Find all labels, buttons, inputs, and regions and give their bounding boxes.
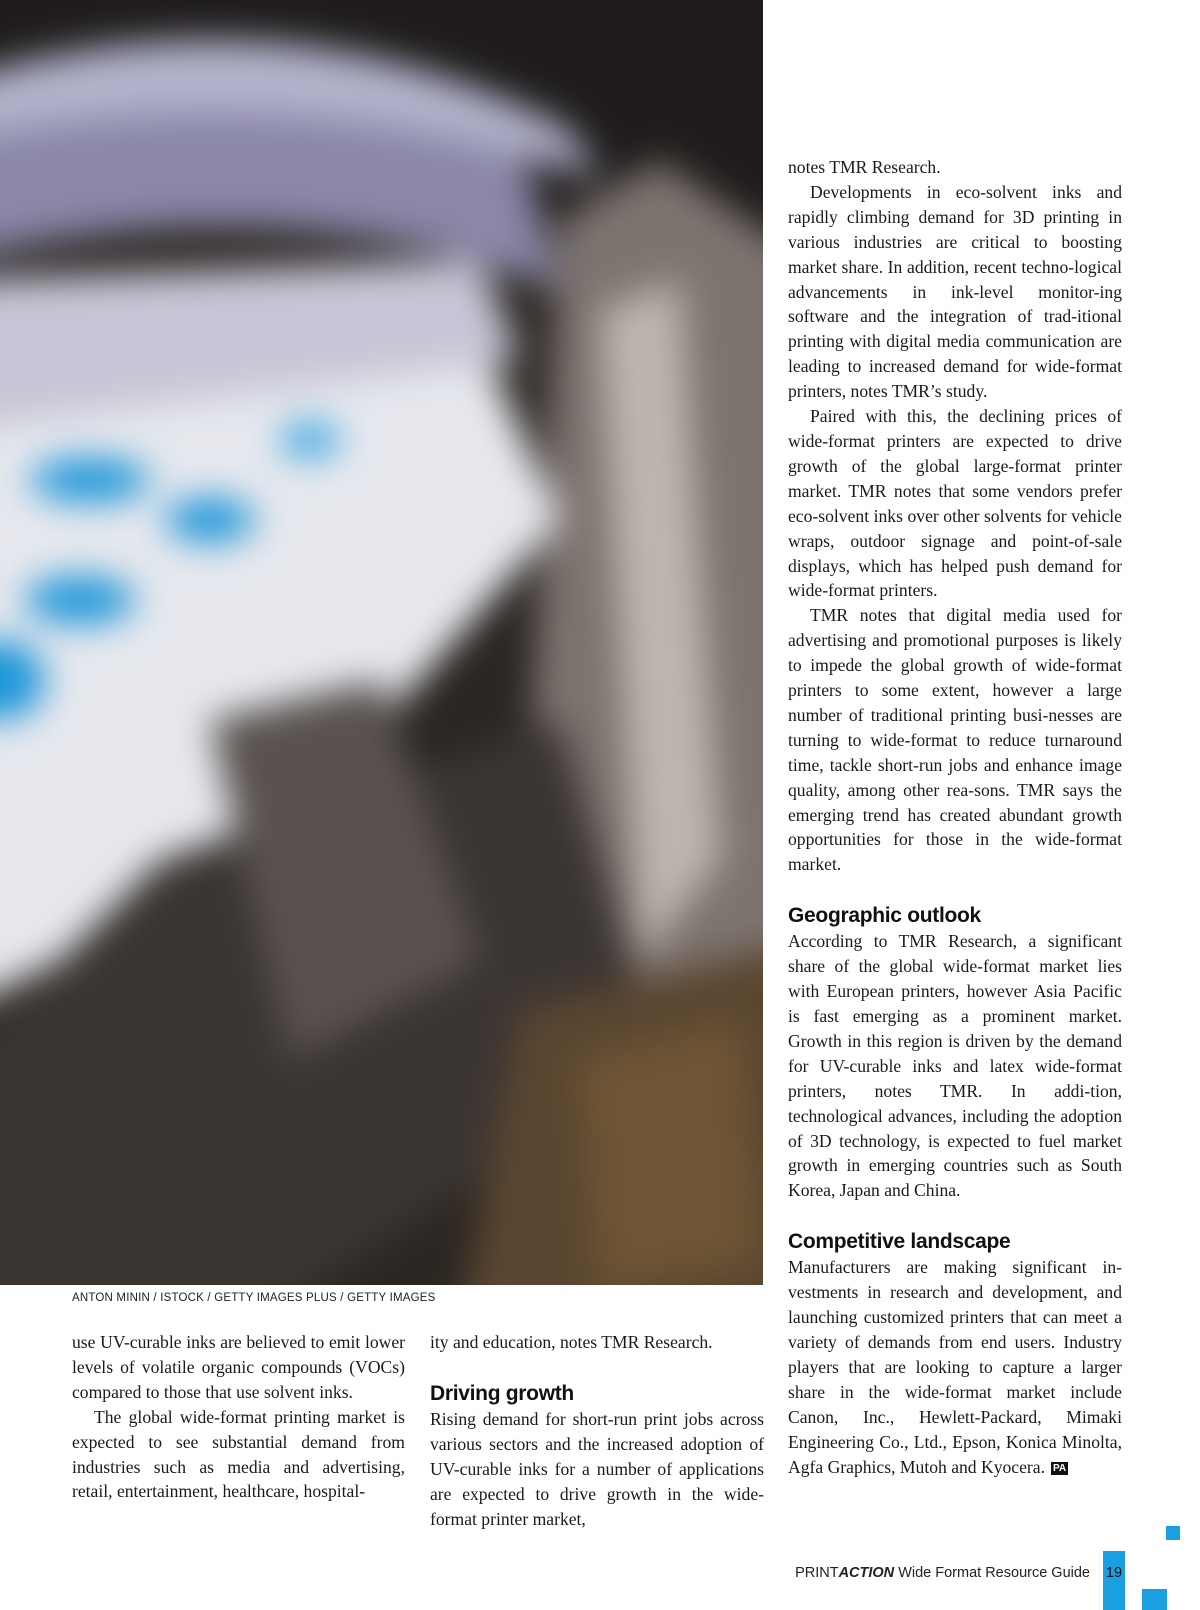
footer-brand-print: PRINT: [795, 1565, 839, 1581]
section-heading-competitive-landscape: Competitive landscape: [788, 1230, 1011, 1254]
paragraph-text: Manufacturers are making significant in-vestments in research and development, and launching customized printers that can meet a variety of demands from end users. Industry players that are looking to capture a larger share in the wide-format market include Canon, Inc., Hewlett-Packard, Mimaki Engineering Co., Ltd., Epson, Konica Minolta, Agfa Graphics, Mutoh and Kyocera.: [788, 1257, 1122, 1477]
photo-credit: ANTON MININ / ISTOCK / GETTY IMAGES PLUS / GETTY IMAGES: [72, 1292, 436, 1304]
decorative-square: [1166, 1526, 1180, 1540]
paragraph: According to TMR Research, a significant share of the global wide-format market lies with European printers, however Asia Pacific is fast emerging as a prominent market. Growth in this region is driven by the demand for UV-curable inks and latex wide-format printers, notes TMR. In addi-tion, technological advances, including the adoption of 3D technology, is expected to fuel market growth in emerging countries such as South Korea, Japan and China.: [788, 931, 1122, 1201]
footer-title: Wide Format Resource Guide: [894, 1565, 1090, 1581]
section-gap: [430, 1355, 764, 1381]
paragraph: ity and education, notes TMR Research.: [430, 1332, 713, 1352]
paragraph-final: [788, 1255, 1122, 1479]
section-gap: [788, 877, 1122, 903]
paragraph: notes TMR Research.: [788, 157, 941, 177]
footer-brand-action: ACTION: [838, 1565, 895, 1581]
paragraph: Paired with this, the declining prices of wide-format printers are expected to drive growth of the global large-format printer market. TMR notes that some vendors prefer eco-solvent inks over other solvents for vehicle wraps, outdoor signage and point-of-sale displays, which has helped push demand for wide-format printers.: [788, 406, 1122, 601]
article-column-2: [430, 1330, 764, 1531]
section-heading-geographic-outlook: Geographic outlook: [788, 904, 981, 928]
paragraph: The global wide-format printing market is expected to see substantial demand from industries such as media and advertising, retail, entertainment, healthcare, hospital-: [72, 1406, 405, 1502]
paragraph: TMR notes that digital media used for advertising and promotional purposes is likely to impede the global growth of wide-format printers to some extent, however a large number of traditional printing busi-nesses are turning to wide-format to reduce turnaround time, tackle short-run jobs and enhance image quality, among other rea-sons. TMR says the emerging trend has created abundant growth opportunities for those in the wide-format market.: [788, 605, 1122, 875]
section-gap: [788, 1203, 1122, 1229]
decorative-square: [1142, 1589, 1167, 1610]
article-column-1: [72, 1330, 405, 1504]
article-column-3: [788, 155, 1122, 1479]
paragraph: Developments in eco-solvent inks and rapidly climbing demand for 3D printing in various industries are critical to boosting market share. In addition, recent techno-logical advancements in ink-level monitor-ing software and the integration of trad-itional printing with digital media communication are leading to increased demand for wide-format printers, notes TMR’s study.: [788, 181, 1122, 402]
paragraph: Rising demand for short-run print jobs across various sectors and the increased adoption of UV-curable inks for a number of applications are expected to drive growth in the wide-format printer market,: [430, 1408, 764, 1529]
end-mark-logo: PA: [1052, 1462, 1067, 1474]
paragraph: use UV-curable inks are believed to emit lower levels of volatile organic compounds (VOCs) compared to those that use solvent inks.: [72, 1332, 405, 1402]
page-number: 19: [1105, 1565, 1123, 1581]
page-footer: [795, 1565, 1090, 1581]
section-heading-driving-growth: Driving growth: [430, 1381, 574, 1405]
